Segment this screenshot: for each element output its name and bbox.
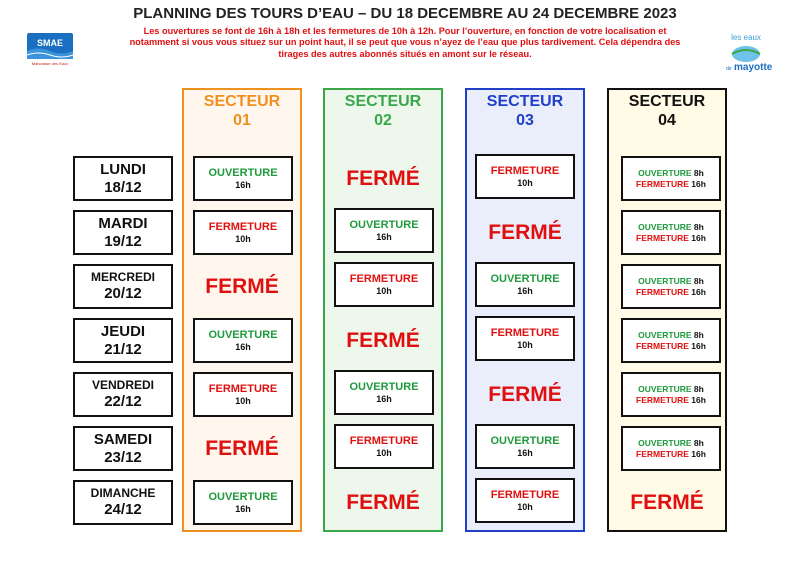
- closed-label: FERMÉ: [488, 383, 562, 406]
- s4-close-line: FERMETURE 16h: [636, 178, 706, 189]
- subtitle-line: notamment si vous vous situez sur un point haut, il se peut que vous n’ayez de l’eau que plus tardivement. Cela dépendra des: [129, 37, 681, 48]
- closed-label: FERMÉ: [346, 167, 420, 190]
- day-friday: VENDREDI 22/12: [73, 372, 173, 417]
- day-sunday: DIMANCHE 24/12: [73, 480, 173, 525]
- schedule-cell: OUVERTURE 16h: [475, 424, 575, 469]
- schedule-cell: [621, 426, 721, 471]
- s4-close-line: FERMETURE 16h: [636, 232, 706, 243]
- smae-logo-tagline: Mahoraise des Eaux: [31, 61, 69, 66]
- schedule-cell: OUVERTURE 16h: [193, 318, 293, 363]
- smae-logo-name: SMAE: [36, 38, 64, 48]
- day-tuesday: MARDI 19/12: [73, 210, 173, 255]
- sector-01-column: [182, 88, 302, 532]
- schedule-cell: OUVERTURE 16h: [475, 262, 575, 307]
- schedule-cell: OUVERTURE 16h: [193, 156, 293, 201]
- smae-logo-icon: [27, 33, 73, 67]
- s4-open-line: OUVERTURE 8h: [638, 276, 704, 286]
- schedule-cell: FERMETURE 10h: [193, 372, 293, 417]
- schedule-cell: FERMETURE 10h: [193, 210, 293, 255]
- schedule-cell: OUVERTURE 16h: [193, 480, 293, 525]
- closed-label: FERMÉ: [346, 491, 420, 514]
- s4-open-line: OUVERTURE 8h: [638, 222, 704, 232]
- sector-04-header: SECTEUR 04: [628, 93, 706, 129]
- s4-close-line: FERMETURE 16h: [636, 394, 706, 405]
- logo-line1: les eaux: [731, 33, 761, 42]
- s4-close-line: FERMETURE 16h: [636, 448, 706, 459]
- s4-open-line: OUVERTURE 8h: [638, 384, 704, 394]
- s4-close-line: FERMETURE 16h: [636, 340, 706, 351]
- s4-open-line: OUVERTURE 8h: [638, 168, 704, 178]
- schedule-cell: FERMETURE 10h: [334, 424, 434, 469]
- closed-label: FERMÉ: [488, 221, 562, 244]
- s4-open-line: OUVERTURE 8h: [638, 438, 704, 448]
- schedule-cell: FERMETURE 10h: [334, 262, 434, 307]
- schedule-cell: [621, 210, 721, 255]
- day-wednesday: MERCREDI 20/12: [73, 264, 173, 309]
- subtitle-line: Les ouvertures se font de 16h à 18h et les fermetures de 10h à 12h. Pour l’ouverture, en fonction de votre localisation et: [143, 26, 667, 36]
- day-monday: LUNDI 18/12: [73, 156, 173, 201]
- closed-label: FERMÉ: [205, 275, 279, 298]
- schedule-cell: FERMETURE 10h: [475, 478, 575, 523]
- schedule-cell: [621, 156, 721, 201]
- closed-label: FERMÉ: [630, 491, 704, 514]
- eaux-mayotte-logo-icon: [716, 30, 776, 78]
- schedule-cell: FERMETURE 10h: [475, 154, 575, 199]
- day-saturday: SAMEDI 23/12: [73, 426, 173, 471]
- schedule-cell: OUVERTURE 16h: [334, 208, 434, 253]
- subtitle-line: tirages des autres abonnés situés en amont sur le réseau.: [278, 48, 532, 59]
- closed-label: FERMÉ: [346, 329, 420, 352]
- s4-close-line: FERMETURE 16h: [636, 286, 706, 297]
- schedule-cell: OUVERTURE 16h: [334, 370, 434, 415]
- schedule-cell: [621, 372, 721, 417]
- schedule-cell: [621, 264, 721, 309]
- page-title: PLANNING DES TOURS D’EAU – DU 18 DECEMBRE AU 24 DECEMBRE 2023: [133, 5, 677, 22]
- sector-01-header: SECTEUR 01: [203, 93, 281, 129]
- page-subtitle: [110, 26, 700, 60]
- sector-03-header: SECTEUR 03: [486, 93, 564, 129]
- day-thursday: JEUDI 21/12: [73, 318, 173, 363]
- s4-open-line: OUVERTURE 8h: [638, 330, 704, 340]
- closed-label: FERMÉ: [205, 437, 279, 460]
- eaux-mayotte-logo: [716, 30, 776, 83]
- schedule-cell: [621, 318, 721, 363]
- logo-line2: de: [726, 66, 732, 72]
- schedule-cell: FERMETURE 10h: [475, 316, 575, 361]
- smae-logo: [27, 33, 73, 72]
- sector-02-header: SECTEUR 02: [344, 93, 422, 129]
- logo-line3: mayotte: [734, 62, 773, 73]
